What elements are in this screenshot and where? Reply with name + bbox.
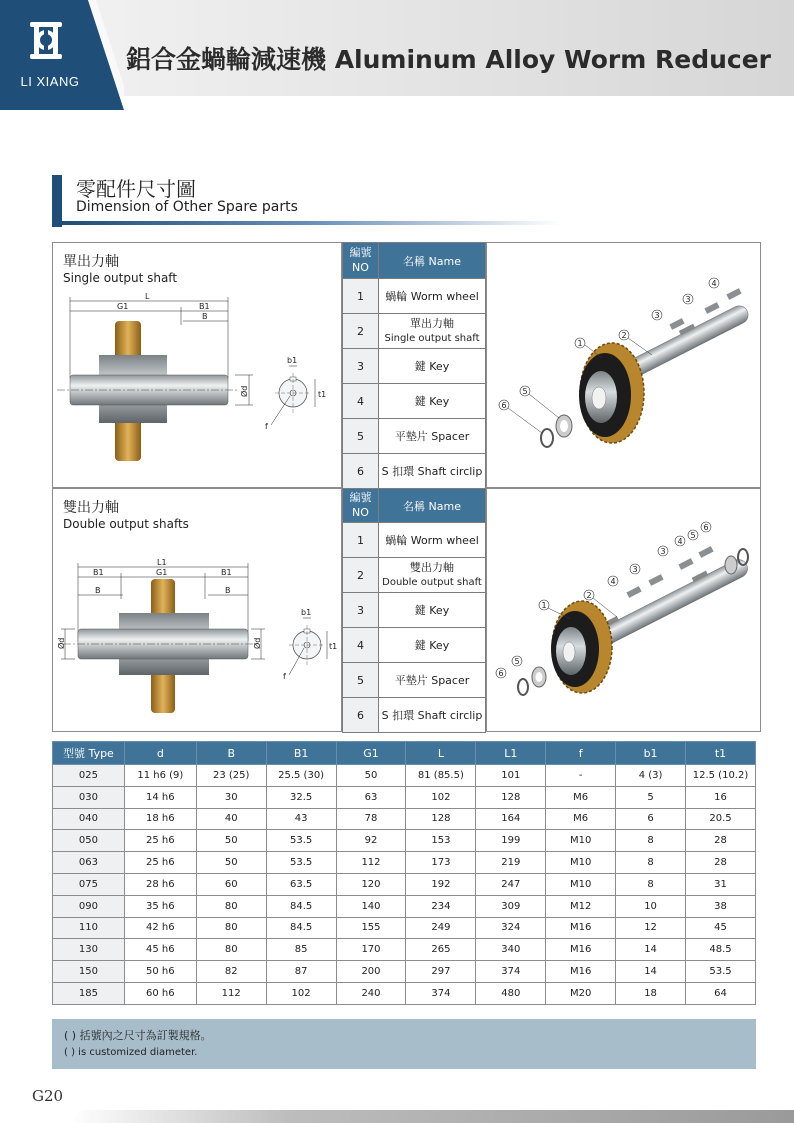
column-header: G1 <box>336 742 406 765</box>
table-cell: 297 <box>406 961 476 983</box>
table-cell: 84.5 <box>266 917 336 939</box>
table-cell: 80 <box>196 917 266 939</box>
type-cell: 130 <box>53 939 125 961</box>
table-cell: 173 <box>406 852 476 874</box>
column-header: d <box>124 742 196 765</box>
table-cell: 31 <box>686 873 756 895</box>
part-name: S 扣環 Shaft circlip <box>379 454 486 489</box>
section-underline <box>62 221 562 225</box>
part-name: 雙出力軸 Double output shaft <box>379 558 486 593</box>
table-cell: 240 <box>336 982 406 1004</box>
part-no: 5 <box>343 663 379 698</box>
part-no: 2 <box>343 314 379 349</box>
table-cell: 28 h6 <box>124 873 196 895</box>
note-box <box>52 1019 756 1069</box>
table-cell: 200 <box>336 961 406 983</box>
dim-label-B-left: B <box>95 586 101 595</box>
dim-label-d-left: Ød <box>57 637 66 649</box>
table-row <box>53 808 756 830</box>
column-header: 型號 Type <box>53 742 125 765</box>
double-shaft-title-zh: 雙出力軸 <box>63 500 119 516</box>
table-cell: 170 <box>336 939 406 961</box>
table-cell: 18 h6 <box>124 808 196 830</box>
table-row <box>53 873 756 895</box>
table-cell: 374 <box>406 982 476 1004</box>
part-no: 4 <box>343 628 379 663</box>
table-row <box>53 939 756 961</box>
column-header: b1 <box>616 742 686 765</box>
table-cell: 84.5 <box>266 895 336 917</box>
table-cell: 112 <box>196 982 266 1004</box>
double-shaft-drawing-panel <box>52 488 342 732</box>
part-no: 1 <box>343 523 379 558</box>
table-row <box>53 961 756 983</box>
table-cell: 155 <box>336 917 406 939</box>
callout-4b: 4 <box>677 537 683 546</box>
table-cell: 63.5 <box>266 873 336 895</box>
callout-5b: 5 <box>690 531 696 540</box>
single-exploded-panel <box>486 242 761 488</box>
parts-no-header: 編號 NO <box>343 243 379 279</box>
table-cell: 87 <box>266 961 336 983</box>
type-cell: 050 <box>53 830 125 852</box>
table-cell: 50 <box>336 765 406 787</box>
type-cell: 185 <box>53 982 125 1004</box>
table-cell: 28 <box>686 852 756 874</box>
dim-label-d-right: Ød <box>253 637 262 649</box>
table-cell: M16 <box>546 961 616 983</box>
part-name: S 扣環 Shaft circlip <box>379 698 486 733</box>
parts-name-header: 名稱 Name <box>379 489 486 523</box>
dim-label-B1-left: B1 <box>93 568 104 577</box>
table-cell: M16 <box>546 939 616 961</box>
table-cell: 11 h6 (9) <box>124 765 196 787</box>
single-shaft-drawing-panel <box>52 242 342 488</box>
dim-label-B1: B1 <box>199 302 210 311</box>
column-header: B <box>196 742 266 765</box>
dim-label-B1-right: B1 <box>221 568 232 577</box>
table-cell: 38 <box>686 895 756 917</box>
parts-no-header: 編號 NO <box>343 489 379 523</box>
page-header <box>0 0 794 110</box>
table-cell: 128 <box>406 808 476 830</box>
table-cell: 14 <box>616 939 686 961</box>
part-no: 3 <box>343 593 379 628</box>
callout-2: 2 <box>621 331 627 340</box>
table-cell: 10 <box>616 895 686 917</box>
single-shaft-title-zh: 單出力軸 <box>63 254 119 270</box>
part-no: 4 <box>343 384 379 419</box>
part-no: 2 <box>343 558 379 593</box>
table-cell: 219 <box>476 852 546 874</box>
table-cell: 309 <box>476 895 546 917</box>
dimension-table <box>52 741 756 1005</box>
table-cell: M16 <box>546 917 616 939</box>
callout-4: 4 <box>610 577 616 586</box>
table-cell: 92 <box>336 830 406 852</box>
table-cell: 12 <box>616 917 686 939</box>
part-no: 6 <box>343 698 379 733</box>
table-cell: 30 <box>196 786 266 808</box>
table-row <box>53 830 756 852</box>
table-cell: 128 <box>476 786 546 808</box>
table-cell: 25.5 (30) <box>266 765 336 787</box>
single-shaft-title-en: Single output shaft <box>63 271 178 285</box>
callout-2: 2 <box>586 591 592 600</box>
dim-label-t1: t1 <box>318 390 327 399</box>
table-cell: 60 <box>196 873 266 895</box>
column-header: f <box>546 742 616 765</box>
table-cell: 35 h6 <box>124 895 196 917</box>
table-cell: 5 <box>616 786 686 808</box>
callout-6b: 6 <box>703 523 709 532</box>
part-name: 蝸輪 Worm wheel <box>379 279 486 314</box>
table-cell: 234 <box>406 895 476 917</box>
table-cell: M12 <box>546 895 616 917</box>
callout-4: 4 <box>711 279 717 288</box>
table-cell: 249 <box>406 917 476 939</box>
single-parts-table <box>342 242 486 489</box>
table-cell: 265 <box>406 939 476 961</box>
table-cell: 247 <box>476 873 546 895</box>
double-shaft-drawing <box>53 551 341 731</box>
table-cell: 78 <box>336 808 406 830</box>
dim-label-b1: b1 <box>287 356 298 365</box>
column-header: L <box>406 742 476 765</box>
table-cell: 102 <box>406 786 476 808</box>
table-cell: 25 h6 <box>124 852 196 874</box>
column-header: B1 <box>266 742 336 765</box>
part-name: 鍵 Key <box>379 593 486 628</box>
table-cell: 340 <box>476 939 546 961</box>
table-cell: - <box>546 765 616 787</box>
part-name: 蝸輪 Worm wheel <box>379 523 486 558</box>
table-cell: 25 h6 <box>124 830 196 852</box>
table-cell: 60 h6 <box>124 982 196 1004</box>
table-cell: 164 <box>476 808 546 830</box>
table-cell: 112 <box>336 852 406 874</box>
dim-label-B: B <box>202 312 208 321</box>
table-cell: 12.5 (10.2) <box>686 765 756 787</box>
table-cell: M6 <box>546 808 616 830</box>
part-no: 1 <box>343 279 379 314</box>
callout-6: 6 <box>501 401 507 410</box>
section-accent-bar <box>52 175 62 227</box>
table-cell: 140 <box>336 895 406 917</box>
part-name: 單出力軸 Single output shaft <box>379 314 486 349</box>
table-cell: 23 (25) <box>196 765 266 787</box>
type-cell: 150 <box>53 961 125 983</box>
table-cell: 80 <box>196 939 266 961</box>
table-row <box>53 852 756 874</box>
part-name: 平墊片 Spacer <box>379 419 486 454</box>
type-cell: 110 <box>53 917 125 939</box>
callout-6: 6 <box>498 669 504 678</box>
table-cell: 53.5 <box>686 961 756 983</box>
note-text-zh: ( ) 括號內之尺寸為訂製規格。 <box>64 1029 212 1042</box>
table-cell: 153 <box>406 830 476 852</box>
dimension-table-header <box>53 742 756 765</box>
table-cell: 6 <box>616 808 686 830</box>
table-cell: M10 <box>546 873 616 895</box>
type-cell: 040 <box>53 808 125 830</box>
part-name: 鍵 Key <box>379 628 486 663</box>
type-cell: 025 <box>53 765 125 787</box>
table-cell: 8 <box>616 852 686 874</box>
type-cell: 090 <box>53 895 125 917</box>
dimension-table-body <box>53 765 756 1005</box>
callout-3: 3 <box>632 565 638 574</box>
callout-5: 5 <box>522 387 528 396</box>
table-cell: M20 <box>546 982 616 1004</box>
table-cell: 18 <box>616 982 686 1004</box>
dim-label-d: Ød <box>240 385 249 397</box>
column-header: t1 <box>686 742 756 765</box>
page-title: 鋁合金蝸輪減速機 Aluminum Alloy Worm Reducer <box>126 45 771 74</box>
table-cell: 20.5 <box>686 808 756 830</box>
section-title-zh: 零配件尺寸圖 <box>76 177 196 201</box>
table-row <box>53 895 756 917</box>
table-cell: 50 <box>196 830 266 852</box>
table-cell: 480 <box>476 982 546 1004</box>
table-cell: 192 <box>406 873 476 895</box>
part-name: 平墊片 Spacer <box>379 663 486 698</box>
footer-bar <box>70 1110 794 1123</box>
table-cell: 81 (85.5) <box>406 765 476 787</box>
table-row <box>53 982 756 1004</box>
table-cell: 45 <box>686 917 756 939</box>
table-cell: 374 <box>476 961 546 983</box>
table-cell: M10 <box>546 852 616 874</box>
table-cell: 40 <box>196 808 266 830</box>
type-cell: 063 <box>53 852 125 874</box>
table-cell: 53.5 <box>266 852 336 874</box>
type-cell: 075 <box>53 873 125 895</box>
callout-1: 1 <box>541 601 547 610</box>
dim-label-f: f <box>265 422 268 431</box>
table-cell: M10 <box>546 830 616 852</box>
part-no: 3 <box>343 349 379 384</box>
table-cell: 63 <box>336 786 406 808</box>
part-name: 鍵 Key <box>379 349 486 384</box>
table-cell: 14 <box>616 961 686 983</box>
table-cell: 324 <box>476 917 546 939</box>
table-cell: 8 <box>616 873 686 895</box>
callout-5: 5 <box>514 657 520 666</box>
dim-label-G1: G1 <box>117 302 129 311</box>
brand-logo <box>0 0 124 110</box>
single-exploded-view <box>487 243 760 487</box>
table-cell: 14 h6 <box>124 786 196 808</box>
table-cell: 50 h6 <box>124 961 196 983</box>
part-no: 5 <box>343 419 379 454</box>
table-cell: 85 <box>266 939 336 961</box>
table-cell: 45 h6 <box>124 939 196 961</box>
dim-label-G1: G1 <box>156 568 168 577</box>
table-cell: 102 <box>266 982 336 1004</box>
callout-3b: 3 <box>660 547 666 556</box>
double-exploded-panel <box>486 488 761 732</box>
table-row <box>53 765 756 787</box>
table-cell: 199 <box>476 830 546 852</box>
part-name: 鍵 Key <box>379 384 486 419</box>
callout-3: 3 <box>654 311 660 320</box>
dim-label-b1: b1 <box>301 608 312 617</box>
table-cell: 82 <box>196 961 266 983</box>
double-shaft-title-en: Double output shafts <box>63 517 189 531</box>
table-cell: M6 <box>546 786 616 808</box>
table-cell: 43 <box>266 808 336 830</box>
page-number: G20 <box>32 1087 64 1105</box>
table-cell: 50 <box>196 852 266 874</box>
note-text-en: ( ) is customized diameter. <box>64 1047 198 1058</box>
table-cell: 32.5 <box>266 786 336 808</box>
column-header: L1 <box>476 742 546 765</box>
table-cell: 120 <box>336 873 406 895</box>
dim-label-t1: t1 <box>329 642 338 651</box>
single-shaft-drawing <box>53 293 341 483</box>
section-title-en: Dimension of Other Spare parts <box>76 199 298 215</box>
table-cell: 4 (3) <box>616 765 686 787</box>
dim-label-B-right: B <box>225 586 231 595</box>
parts-name-header: 名稱 Name <box>379 243 486 279</box>
table-cell: 53.5 <box>266 830 336 852</box>
dim-label-L: L <box>145 293 150 301</box>
dim-label-f: f <box>283 672 286 681</box>
table-cell: 101 <box>476 765 546 787</box>
callout-3b: 3 <box>685 295 691 304</box>
double-exploded-view <box>487 489 760 731</box>
table-cell: 8 <box>616 830 686 852</box>
table-row <box>53 786 756 808</box>
double-parts-table <box>342 488 486 733</box>
table-cell: 48.5 <box>686 939 756 961</box>
table-cell: 80 <box>196 895 266 917</box>
table-cell: 16 <box>686 786 756 808</box>
part-no: 6 <box>343 454 379 489</box>
brand-name: LI XIANG <box>20 74 80 89</box>
table-cell: 42 h6 <box>124 917 196 939</box>
table-cell: 64 <box>686 982 756 1004</box>
table-row <box>53 917 756 939</box>
callout-1: 1 <box>577 339 583 348</box>
table-cell: 28 <box>686 830 756 852</box>
type-cell: 030 <box>53 786 125 808</box>
dim-label-L1: L1 <box>157 558 167 567</box>
